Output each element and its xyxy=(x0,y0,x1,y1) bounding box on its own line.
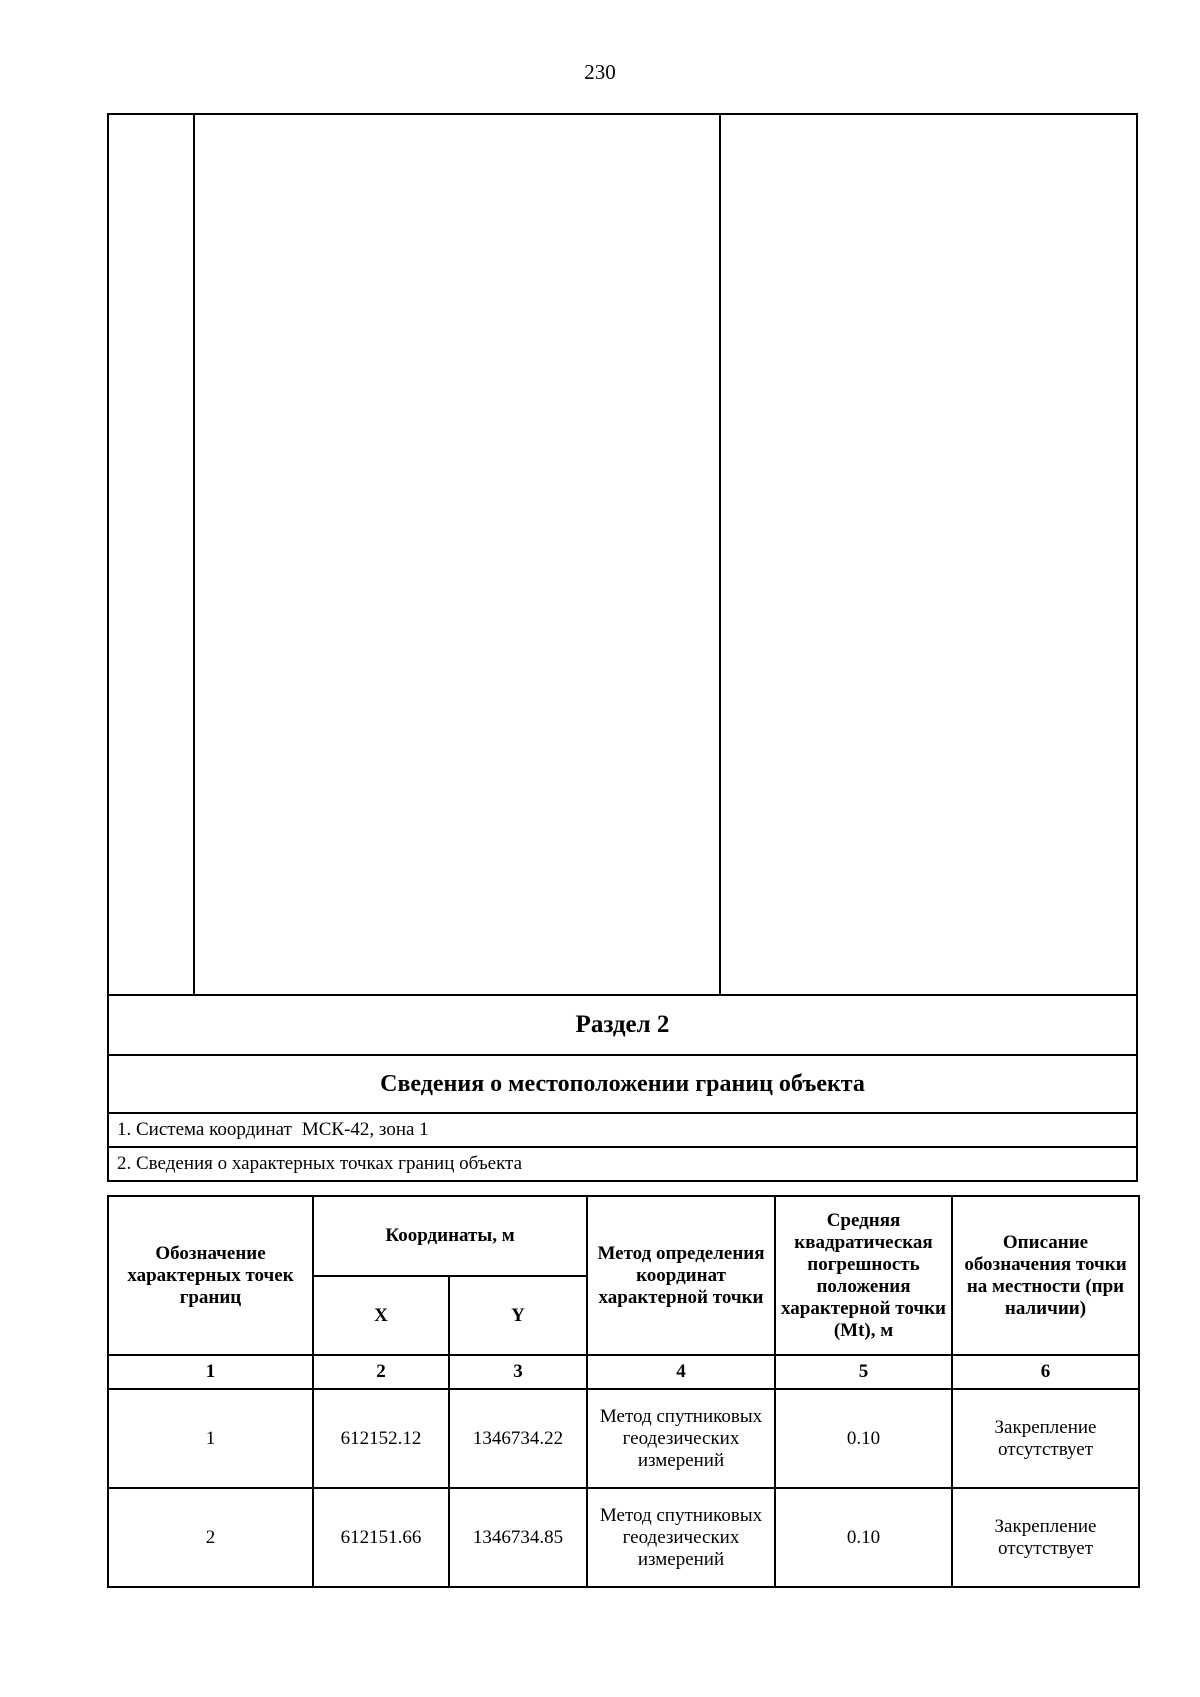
header-x: X xyxy=(313,1276,449,1355)
header-description: Описание обозначения точки на местности (при наличии) xyxy=(952,1196,1139,1355)
frame-divider xyxy=(719,115,721,994)
column-number: 6 xyxy=(952,1355,1139,1389)
column-number: 3 xyxy=(449,1355,587,1389)
cell-x: 612152.12 xyxy=(313,1389,449,1488)
section-subtitle: Сведения о местоположении границ объекта xyxy=(108,1055,1137,1113)
header-error: Средняя квадратическая погрешность положения характерной точки (Mt), м xyxy=(775,1196,952,1355)
column-number: 1 xyxy=(108,1355,313,1389)
column-number: 4 xyxy=(587,1355,775,1389)
table-row xyxy=(108,1488,1139,1587)
section-header-table xyxy=(107,994,1138,1182)
cell-error: 0.10 xyxy=(775,1488,952,1587)
cell-error: 0.10 xyxy=(775,1389,952,1488)
header-designation: Обозначение характерных точек границ xyxy=(108,1196,313,1355)
cell-method: Метод спутниковых геодезических измерений xyxy=(587,1488,775,1587)
points-info-label: 2. Сведения о характерных точках границ объекта xyxy=(108,1147,1137,1181)
cell-point: 2 xyxy=(108,1488,313,1587)
cell-method: Метод спутниковых геодезических измерений xyxy=(587,1389,775,1488)
table-row xyxy=(108,1389,1139,1488)
header-y: Y xyxy=(449,1276,587,1355)
cell-y: 1346734.22 xyxy=(449,1389,587,1488)
coordinate-system-value: МСК-42, зона 1 xyxy=(301,1119,429,1140)
coordinate-system-row xyxy=(108,1113,1137,1147)
boundary-points-table xyxy=(107,1195,1140,1588)
cell-x: 612151.66 xyxy=(313,1488,449,1587)
coordinate-system-label: 1. Система координат xyxy=(117,1119,292,1140)
empty-drawing-frame xyxy=(107,113,1138,996)
page-number: 230 xyxy=(584,60,616,84)
frame-divider xyxy=(193,115,195,994)
section-title: Раздел 2 xyxy=(108,995,1137,1055)
header-method: Метод определения координат характерной точки xyxy=(587,1196,775,1355)
column-number: 5 xyxy=(775,1355,952,1389)
column-number: 2 xyxy=(313,1355,449,1389)
cell-y: 1346734.85 xyxy=(449,1488,587,1587)
header-coordinates: Координаты, м xyxy=(313,1196,587,1276)
cell-description: Закрепление отсутствует xyxy=(952,1389,1139,1488)
cell-description: Закрепление отсутствует xyxy=(952,1488,1139,1587)
cell-point: 1 xyxy=(108,1389,313,1488)
